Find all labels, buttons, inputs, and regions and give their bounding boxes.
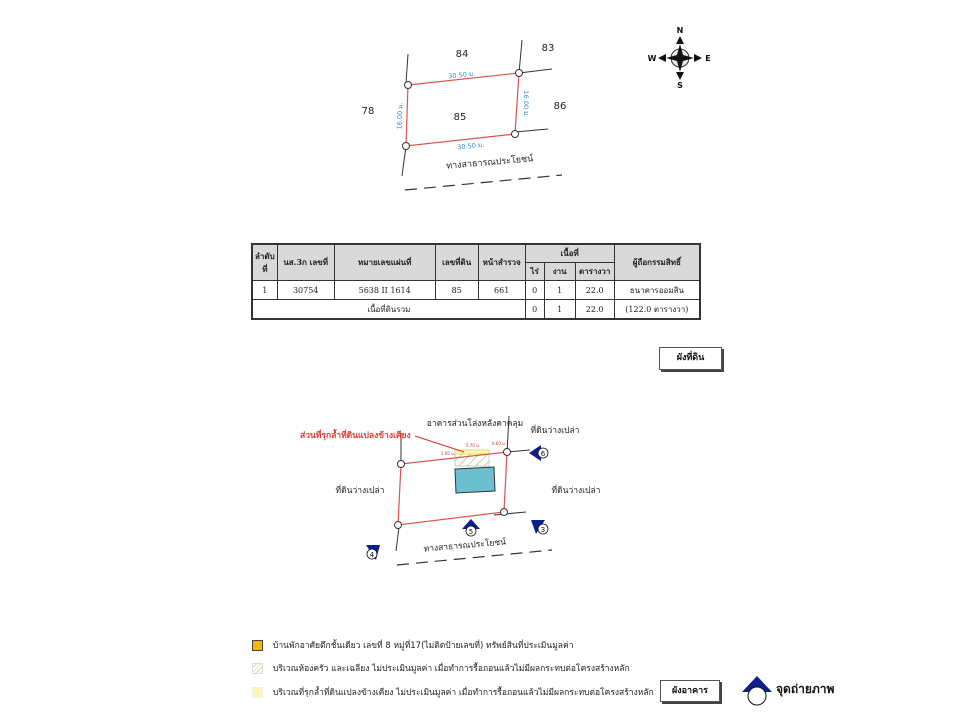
vacant-land-west: ที่ดินว่างเปล่า: [335, 486, 385, 496]
header-rai: ไร่: [525, 263, 544, 281]
table-total-row: [252, 300, 700, 320]
shed-label: อาคารส่วนโล่งหลังคาคลุม: [426, 419, 524, 429]
encroach-leader: [415, 436, 464, 452]
cell-survey: 661: [478, 281, 525, 300]
compass-e: E: [705, 54, 711, 63]
legend-label: บ้านพักอาศัยตึกชั้นเดียว เลขที่ 8 หมู่ที่17(ไม่ติดป้ายเลขที่) ทรัพย์สินที่ประเมินมูลค่า: [273, 641, 574, 651]
neighbor-line: [396, 527, 399, 551]
header-sheet: หมายเลขแผ่นที่: [334, 244, 435, 281]
header-area: เนื้อที่: [525, 244, 614, 263]
house-swatch: [252, 640, 263, 651]
total-ngan: 1: [544, 300, 575, 320]
neighbor-line: [402, 146, 406, 176]
compass-star: [666, 44, 694, 72]
north-arrow-icon: [676, 36, 684, 44]
cell-land-no: 85: [435, 281, 478, 300]
photo-point-legend-label: จุดถ่ายภาพ: [776, 682, 835, 696]
dim-c: 0.60 ม.: [491, 441, 507, 446]
photo-point-5[interactable]: [462, 519, 480, 536]
legend-item-kitchen: [252, 661, 630, 675]
dimension-top: 30.50 ม.: [447, 69, 476, 81]
dim-a: 1.00 ม.: [440, 451, 456, 456]
cell-owner: ธนาคารออมสิน: [614, 281, 700, 300]
dimension-left: 16.00 ม.: [395, 102, 405, 130]
neighbor-east: 86: [553, 101, 567, 112]
photo-point-4[interactable]: [366, 545, 380, 560]
header-owner: ผู้ถือกรรมสิทธิ์: [614, 244, 700, 281]
dimension-right: 16.00 ม.: [522, 90, 530, 118]
vacant-land-ne: ที่ดินว่างเปล่า: [530, 426, 580, 436]
cell-ngan: 1: [544, 281, 575, 300]
land-title-table: [251, 243, 701, 320]
photo-point-legend-icon: [740, 674, 774, 708]
parcel-boundary: [406, 73, 519, 146]
boundary-marker: [403, 143, 410, 150]
header-ngan: งาน: [544, 263, 575, 281]
compass-n: N: [676, 26, 684, 35]
total-note: (122.0 ตารางวา): [614, 300, 700, 320]
neighbor-line: [519, 69, 552, 73]
cell-sheet: 5638 II 1614: [334, 281, 435, 300]
neighbor-line: [515, 129, 548, 132]
kitchen-swatch: [252, 663, 263, 674]
vacant-land-east: ที่ดินว่างเปล่า: [551, 486, 601, 496]
boundary-marker: [501, 509, 508, 516]
header-land-no: เลขที่ดิน: [435, 244, 478, 281]
table-row: [252, 281, 700, 300]
building-plan-button[interactable]: ผังอาคาร: [660, 680, 720, 702]
photo-point-number: 6: [540, 450, 546, 458]
photo-point-number: 4: [369, 551, 375, 559]
compass-rose: [645, 22, 715, 88]
total-wa: 22.0: [575, 300, 614, 320]
photo-point-number: 5: [468, 528, 474, 536]
encroach-label: ส่วนที่รุกล้ำที่ดินแปลงข้างเคียง: [300, 431, 411, 441]
neighbor-line: [406, 54, 408, 83]
cell-no: 1: [252, 281, 277, 300]
neighbor-west: 78: [361, 106, 375, 117]
neighbor-northeast: 83: [541, 43, 555, 54]
cell-wa: 22.0: [575, 281, 614, 300]
cell-rai: 0: [525, 281, 544, 300]
boundary-marker: [395, 522, 402, 529]
cell-deed: 30754: [277, 281, 334, 300]
south-arrow-icon: [676, 72, 684, 80]
legend-label: บริเวณที่รุกล้ำที่ดินแปลงข้างเคียง ไม่ประเมินมูลค่า เมื่อทำการรื้อถอนแล้วไม่มีผลกระทบต่อโครงสร้างหลัก: [273, 688, 654, 698]
road-edge: [397, 550, 552, 565]
header-no: ลำดับที่: [252, 244, 277, 281]
legend-item-encroach: [252, 685, 654, 699]
land-plan-button[interactable]: ผังที่ดิน: [659, 347, 722, 370]
main-building: [455, 467, 495, 493]
boundary-marker: [504, 449, 511, 456]
compass-w: W: [647, 54, 657, 63]
road-edge: [405, 175, 562, 190]
boundary-marker: [398, 461, 405, 468]
photo-point-number: 3: [540, 526, 546, 534]
road-label: ทางสาธารณประโยชน์: [423, 537, 507, 555]
east-arrow-icon: [694, 54, 702, 62]
neighbor-north: 84: [455, 49, 469, 60]
boundary-marker: [512, 131, 519, 138]
boundary-marker: [516, 70, 523, 77]
photo-point-3[interactable]: [531, 520, 548, 534]
site-plan: [340, 30, 600, 200]
boundary-marker: [405, 82, 412, 89]
total-label: เนื้อที่ดินรวม: [252, 300, 525, 320]
header-wa: ตารางวา: [575, 263, 614, 281]
road-label: ทางสาธารณประโยชน์: [445, 154, 534, 172]
dim-b: 5.70 ม.: [465, 443, 481, 448]
building-plan: [290, 405, 620, 580]
legend-label: บริเวณห้องครัว และเฉลียง ไม่ประเมินมูลค่า เมื่อทำการรื้อถอนแล้วไม่มีผลกระทบต่อโครงสร้างหลัก: [273, 664, 630, 674]
neighbor-line: [519, 40, 522, 73]
total-rai: 0: [525, 300, 544, 320]
header-deed: นส.3ก เลขที่: [277, 244, 334, 281]
compass-s: S: [677, 81, 683, 88]
encroach-swatch: [252, 687, 263, 698]
parcel-number: 85: [453, 112, 467, 123]
photo-point-6[interactable]: [529, 445, 548, 461]
west-arrow-icon: [658, 54, 666, 62]
legend-item-house: [252, 638, 573, 652]
header-survey: หน้าสำรวจ: [478, 244, 525, 281]
dimension-bottom: 30.50 ม.: [456, 140, 485, 152]
